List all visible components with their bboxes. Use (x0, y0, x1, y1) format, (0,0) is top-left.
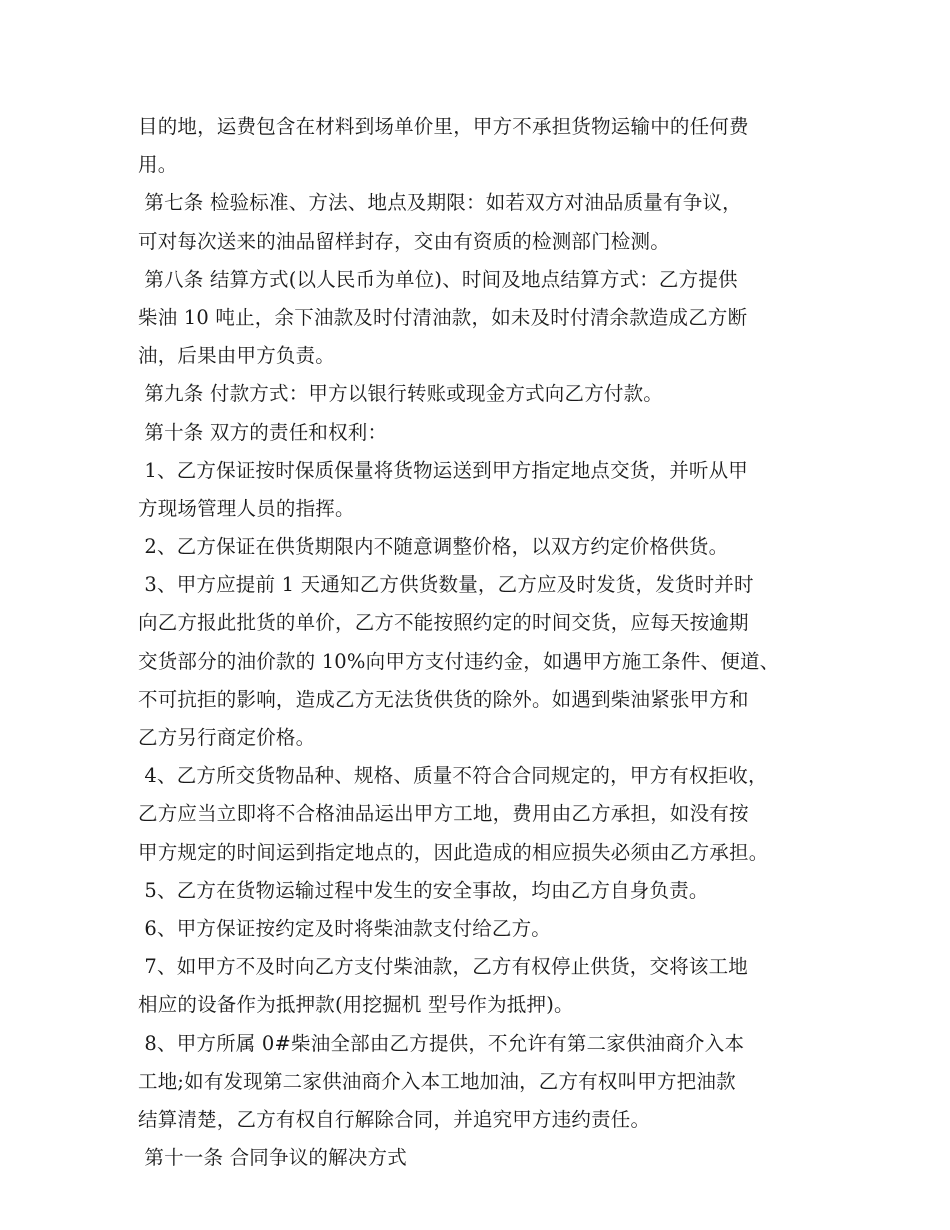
clause-2-line: 2、乙方保证在供货期限内不随意调整价格，以双方约定价格供货。 (138, 535, 729, 559)
text-line: 相应的设备作为抵押款(用挖掘机 型号作为抵押)。 (138, 993, 574, 1017)
article-11-heading-line: 第十一条 合同争议的解决方式 (138, 1146, 407, 1170)
text-line: 目的地，运费包含在材料到场单价里，甲方不承担货物运输中的任何费 (138, 115, 749, 138)
text-line: 向乙方报此批货的单价，乙方不能按照约定的时间交货，应每天按逾期 (138, 611, 749, 635)
clause-3-line: 3、甲方应提前 1 天通知乙方供货数量，乙方应及时发货，发货时并时 (138, 573, 754, 597)
clause-5-line: 5、乙方在货物运输过程中发生的安全事故，均由乙方自身负责。 (138, 878, 709, 902)
article-10-heading-line: 第十条 双方的责任和权利： (138, 420, 388, 444)
clause-7-line: 7、如甲方不及时向乙方支付柴油款，乙方有权停止供货，交将该工地 (138, 955, 749, 979)
clause-6-line: 6、甲方保证按约定及时将柴油款支付给乙方。 (138, 916, 552, 940)
document-body (138, 108, 838, 1177)
text-line: 用。 (138, 153, 178, 177)
text-line: 结算清楚，乙方有权自行解除合同，并追究甲方违约责任。 (138, 1107, 651, 1131)
text-line: 方现场管理人员的指挥。 (138, 496, 355, 520)
clause-1-line: 1、乙方保证按时保质保量将货物运送到甲方指定地点交货，并听从甲 (138, 458, 749, 482)
text-line: 甲方规定的时间运到指定地点的，因此造成的相应损失必须由乙方承担。 (138, 840, 769, 864)
text-line: 不可抗拒的影响，造成乙方无法货供货的除外。如遇到柴油紧张甲方和 (138, 687, 749, 711)
text-line: 乙方应当立即将不合格油品运出甲方工地，费用由乙方承担，如没有按 (138, 802, 749, 826)
text-line: 乙方另行商定价格。 (138, 726, 316, 749)
text-line: 可对每次送来的油品留样封存，交由有资质的检测部门检测。 (138, 229, 670, 253)
article-9-heading-line: 第九条 付款方式：甲方以银行转账或现金方式向乙方付款。 (138, 382, 663, 406)
article-8-heading-line: 第八条 结算方式(以人民币为单位)、时间及地点结算方式：乙方提供 (138, 267, 738, 291)
article-7-heading-line: 第七条 检验标准、方法、地点及期限：如若双方对油品质量有争议， (138, 191, 742, 215)
clause-8-line: 8、甲方所属 0#柴油全部由乙方提供，不允许有第二家供油商介入本 (138, 1031, 745, 1055)
text-line: 工地;如有发现第二家供油商介入本工地加油，乙方有权叫甲方把油款 (138, 1069, 736, 1093)
text-line: 柴油 10 吨止，余下油款及时付清油款，如未及时付清余款造成乙方断 (138, 305, 748, 329)
text-line: 油，后果由甲方负责。 (138, 344, 336, 368)
clause-4-line: 4、乙方所交货物品种、规格、质量不符合合同规定的，甲方有权拒收， (138, 764, 768, 788)
text-line: 交货部分的油价款的 10%向甲方支付违约金，如遇甲方施工条件、便道、 (138, 649, 780, 673)
